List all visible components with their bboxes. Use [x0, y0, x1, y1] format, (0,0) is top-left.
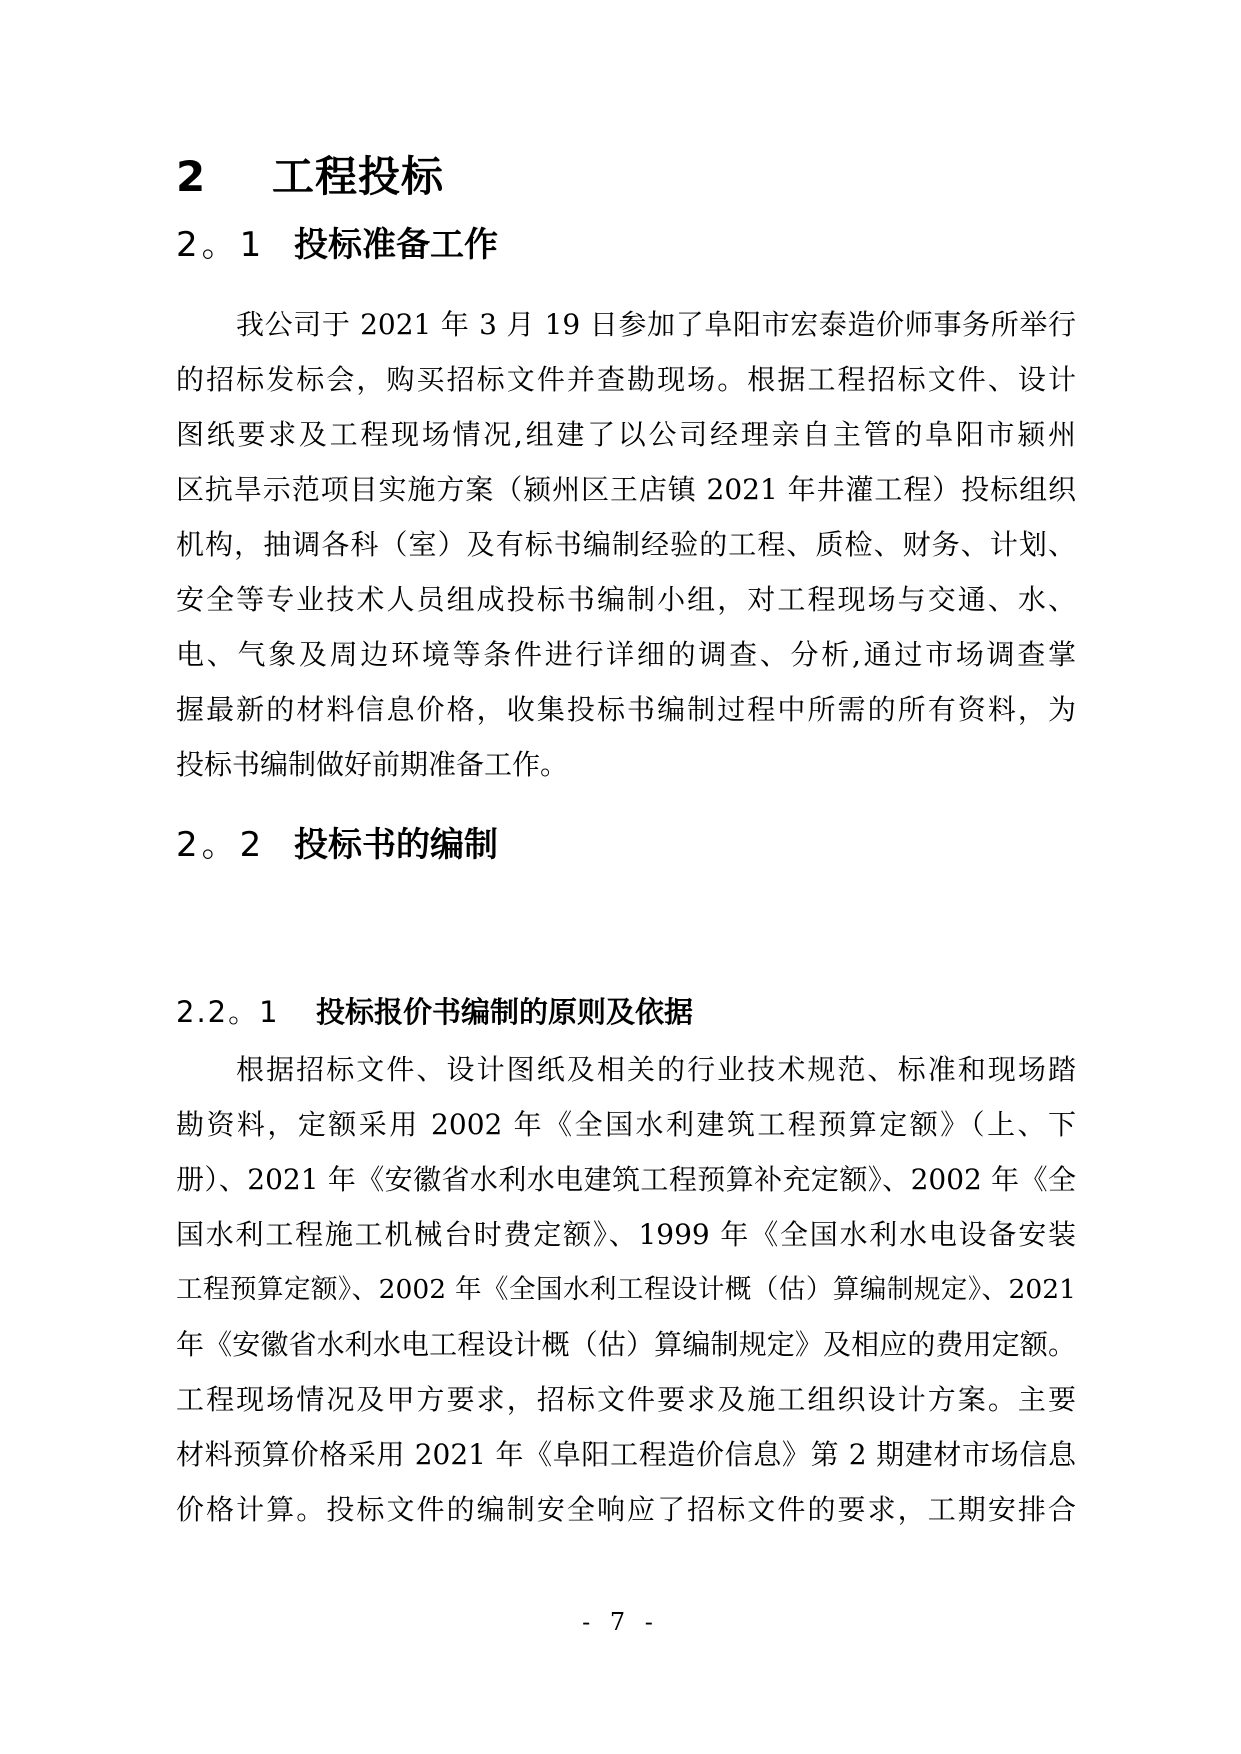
- section-number: 2。1: [176, 225, 266, 265]
- paragraph-line: 投标书编制做好前期准备工作。: [176, 748, 569, 781]
- paragraph-line: 工程现场情况及甲方要求，招标文件要求及施工组织设计方案。主要: [176, 1383, 1076, 1416]
- paragraph-line: 我公司于 2021 年 3 月 19 日参加了阜阳市宏泰造价师事务所举行: [236, 308, 1076, 341]
- section-heading-2-1: [176, 220, 498, 270]
- page-number: - 7 -: [582, 1608, 659, 1636]
- chapter-number: 2: [176, 152, 207, 201]
- paragraph-line: 图纸要求及工程现场情况,组建了以公司经理亲自主管的阜阳市颍州: [176, 418, 1076, 451]
- subsection-title: 投标报价书编制的原则及依据: [316, 995, 694, 1029]
- paragraph-line: 价格计算。投标文件的编制安全响应了招标文件的要求，工期安排合: [176, 1493, 1076, 1526]
- paragraph-line: 电、气象及周边环境等条件进行详细的调查、分析,通过市场调查掌: [176, 638, 1076, 671]
- paragraph-line: 材料预算价格采用 2021 年《阜阳工程造价信息》第 2 期建材市场信息: [176, 1438, 1076, 1471]
- subsection-heading-2-2-1: [176, 990, 693, 1034]
- paragraph-line: 工程预算定额》、2002 年《全国水利工程设计概（估）算编制规定》、2021: [176, 1274, 1076, 1305]
- paragraph-line: 的招标发标会，购买招标文件并查勘现场。根据工程招标文件、设计: [176, 363, 1076, 396]
- section-number: 2。2: [176, 825, 266, 865]
- paragraph-line: 勘资料，定额采用 2002 年《全国水利建筑工程预算定额》（上、下: [176, 1108, 1076, 1141]
- section-title: 投标书的编制: [294, 825, 498, 865]
- section-heading-2-2: [176, 820, 498, 870]
- section-title: 投标准备工作: [294, 225, 498, 265]
- paragraph-line: 国水利工程施工机械台时费定额》、1999 年《全国水利水电设备安装: [176, 1218, 1076, 1251]
- paragraph-line: 机构，抽调各科（室）及有标书编制经验的工程、质检、财务、计划、: [176, 528, 1076, 561]
- subsection-number: 2.2。1: [176, 995, 280, 1029]
- chapter-heading: [176, 147, 444, 207]
- paragraph-line: 根据招标文件、设计图纸及相关的行业技术规范、标准和现场踏: [236, 1053, 1076, 1086]
- paragraph-line: 区抗旱示范项目实施方案（颍州区王店镇 2021 年井灌工程）投标组织: [176, 473, 1076, 506]
- paragraph-line: 安全等专业技术人员组成投标书编制小组，对工程现场与交通、水、: [176, 583, 1076, 616]
- paragraph-line: 握最新的材料信息价格，收集投标书编制过程中所需的所有资料，为: [176, 693, 1076, 726]
- paragraph-line: 册）、2021 年《安徽省水利水电建筑工程预算补充定额》、2002 年《全: [176, 1163, 1076, 1196]
- paragraph-line: 年《安徽省水利水电工程设计概（估）算编制规定》及相应的费用定额。: [176, 1328, 1076, 1361]
- chapter-title: 工程投标: [272, 152, 445, 201]
